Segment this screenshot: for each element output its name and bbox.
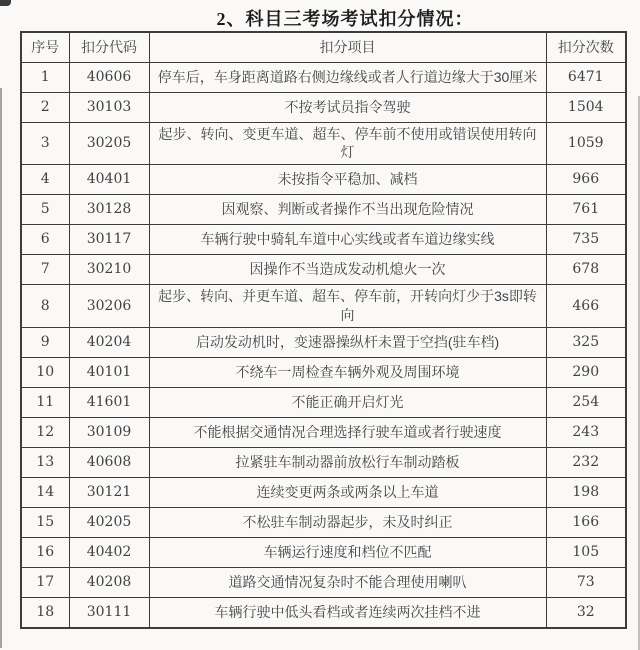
serial-number-cell: 11 bbox=[21, 388, 69, 418]
deduction-code-cell: 30121 bbox=[69, 478, 149, 508]
deduction-count-cell: 73 bbox=[546, 568, 626, 598]
table-row bbox=[21, 62, 626, 92]
deduction-item-cell: 未按指令平稳加、减档 bbox=[149, 165, 546, 195]
deduction-code-cell: 30117 bbox=[69, 225, 149, 255]
table-row bbox=[21, 122, 626, 165]
deduction-code-cell: 30128 bbox=[69, 195, 149, 225]
deduction-count-cell: 966 bbox=[546, 165, 626, 195]
deduction-item-cell: 因观察、判断或者操作不当出现危险情况 bbox=[149, 195, 546, 225]
deduction-table bbox=[20, 31, 627, 629]
deduction-count-cell: 735 bbox=[546, 225, 626, 255]
table-row bbox=[21, 448, 626, 478]
deduction-count-cell: 1059 bbox=[546, 122, 626, 165]
deduction-item-cell: 不按考试员指令驾驶 bbox=[149, 92, 546, 122]
serial-number-cell: 13 bbox=[21, 448, 69, 478]
table-row bbox=[21, 328, 626, 358]
scan-left-edge-decoration bbox=[0, 88, 2, 648]
table-row bbox=[21, 92, 626, 122]
deduction-count-cell: 254 bbox=[546, 388, 626, 418]
deduction-item-cell: 道路交通情况复杂时不能合理使用喇叭 bbox=[149, 568, 546, 598]
deduction-code-cell: 41601 bbox=[69, 388, 149, 418]
deduction-item-cell: 启动发动机时，变速器操纵杆未置于空挡(驻车档) bbox=[149, 328, 546, 358]
deduction-item-cell: 因操作不当造成发动机熄火一次 bbox=[149, 255, 546, 285]
deduction-count-cell: 32 bbox=[546, 598, 626, 628]
deduction-item-cell: 拉紧驻车制动器前放松行车制动踏板 bbox=[149, 448, 546, 478]
deduction-count-cell: 105 bbox=[546, 538, 626, 568]
serial-number-cell: 17 bbox=[21, 568, 69, 598]
deduction-code-cell: 40101 bbox=[69, 358, 149, 388]
deduction-count-cell: 232 bbox=[546, 448, 626, 478]
deduction-count-cell: 325 bbox=[546, 328, 626, 358]
deduction-code-cell: 30206 bbox=[69, 285, 149, 328]
deduction-code-cell: 40608 bbox=[69, 448, 149, 478]
deduction-count-cell: 243 bbox=[546, 418, 626, 448]
deduction-code-cell: 30210 bbox=[69, 255, 149, 285]
table-row bbox=[21, 538, 626, 568]
table-row bbox=[21, 568, 626, 598]
deduction-item-cell: 不能正确开启灯光 bbox=[149, 388, 546, 418]
serial-number-cell: 12 bbox=[21, 418, 69, 448]
deduction-count-cell: 466 bbox=[546, 285, 626, 328]
serial-number-cell: 6 bbox=[21, 225, 69, 255]
deduction-code-cell: 40204 bbox=[69, 328, 149, 358]
deduction-item-cell: 起步、转向、并更车道、超车、停车前，开转向灯少于3s即转向 bbox=[149, 285, 546, 328]
deduction-item-cell: 连续变更两条或两条以上车道 bbox=[149, 478, 546, 508]
deduction-item-cell: 起步、转向、变更车道、超车、停车前不使用或错误使用转向灯 bbox=[149, 122, 546, 165]
deduction-count-cell: 6471 bbox=[546, 62, 626, 92]
deduction-code-cell: 40402 bbox=[69, 538, 149, 568]
deduction-count-cell: 761 bbox=[546, 195, 626, 225]
serial-number-cell: 9 bbox=[21, 328, 69, 358]
deduction-count-cell: 166 bbox=[546, 508, 626, 538]
serial-number-cell: 1 bbox=[21, 62, 69, 92]
deduction-code-cell: 40208 bbox=[69, 568, 149, 598]
deduction-code-cell: 30111 bbox=[69, 598, 149, 628]
table-header bbox=[21, 32, 626, 62]
page-title: 2、科目三考场考试扣分情况： bbox=[216, 9, 474, 29]
table-row bbox=[21, 165, 626, 195]
deduction-count-cell: 1504 bbox=[546, 92, 626, 122]
deduction-item-cell: 车辆行驶中低头看档或者连续两次挂档不进 bbox=[149, 598, 546, 628]
header-row bbox=[21, 32, 626, 62]
serial-number-cell: 3 bbox=[21, 122, 69, 165]
serial-number-cell: 2 bbox=[21, 92, 69, 122]
serial-number-cell: 15 bbox=[21, 508, 69, 538]
scan-corner-mark-decoration bbox=[0, 0, 11, 6]
table-row bbox=[21, 285, 626, 328]
header-deduction-code: 扣分代码 bbox=[69, 32, 149, 62]
header-deduction-item: 扣分项目 bbox=[149, 32, 546, 62]
serial-number-cell: 10 bbox=[21, 358, 69, 388]
deduction-item-cell: 不绕车一周检查车辆外观及周围环境 bbox=[149, 358, 546, 388]
deduction-count-cell: 678 bbox=[546, 255, 626, 285]
serial-number-cell: 14 bbox=[21, 478, 69, 508]
table-row bbox=[21, 508, 626, 538]
deduction-count-cell: 290 bbox=[546, 358, 626, 388]
serial-number-cell: 8 bbox=[21, 285, 69, 328]
table-row bbox=[21, 225, 626, 255]
deduction-code-cell: 30109 bbox=[69, 418, 149, 448]
header-deduction-count: 扣分次数 bbox=[546, 32, 626, 62]
serial-number-cell: 7 bbox=[21, 255, 69, 285]
serial-number-cell: 16 bbox=[21, 538, 69, 568]
deduction-item-cell: 车辆行驶中骑轧车道中心实线或者车道边缘实线 bbox=[149, 225, 546, 255]
deduction-count-cell: 198 bbox=[546, 478, 626, 508]
deduction-code-cell: 40205 bbox=[69, 508, 149, 538]
table-row bbox=[21, 418, 626, 448]
serial-number-cell: 4 bbox=[21, 165, 69, 195]
deduction-item-cell: 车辆运行速度和档位不匹配 bbox=[149, 538, 546, 568]
deduction-code-cell: 30205 bbox=[69, 122, 149, 165]
title-row bbox=[0, 0, 640, 31]
table-row bbox=[21, 388, 626, 418]
deduction-item-cell: 不能根据交通情况合理选择行驶车道或者行驶速度 bbox=[149, 418, 546, 448]
serial-number-cell: 18 bbox=[21, 598, 69, 628]
deduction-item-cell: 停车后，车身距离道路右侧边缘线或者人行道边缘大于30厘米 bbox=[149, 62, 546, 92]
deduction-code-cell: 40401 bbox=[69, 165, 149, 195]
table-row bbox=[21, 478, 626, 508]
table-row bbox=[21, 358, 626, 388]
table-row bbox=[21, 195, 626, 225]
header-serial-number: 序号 bbox=[21, 32, 69, 62]
table-row bbox=[21, 255, 626, 285]
serial-number-cell: 5 bbox=[21, 195, 69, 225]
table-body bbox=[21, 62, 626, 628]
deduction-item-cell: 不松驻车制动器起步，未及时纠正 bbox=[149, 508, 546, 538]
table-row bbox=[21, 598, 626, 628]
deduction-code-cell: 40606 bbox=[69, 62, 149, 92]
deduction-code-cell: 30103 bbox=[69, 92, 149, 122]
